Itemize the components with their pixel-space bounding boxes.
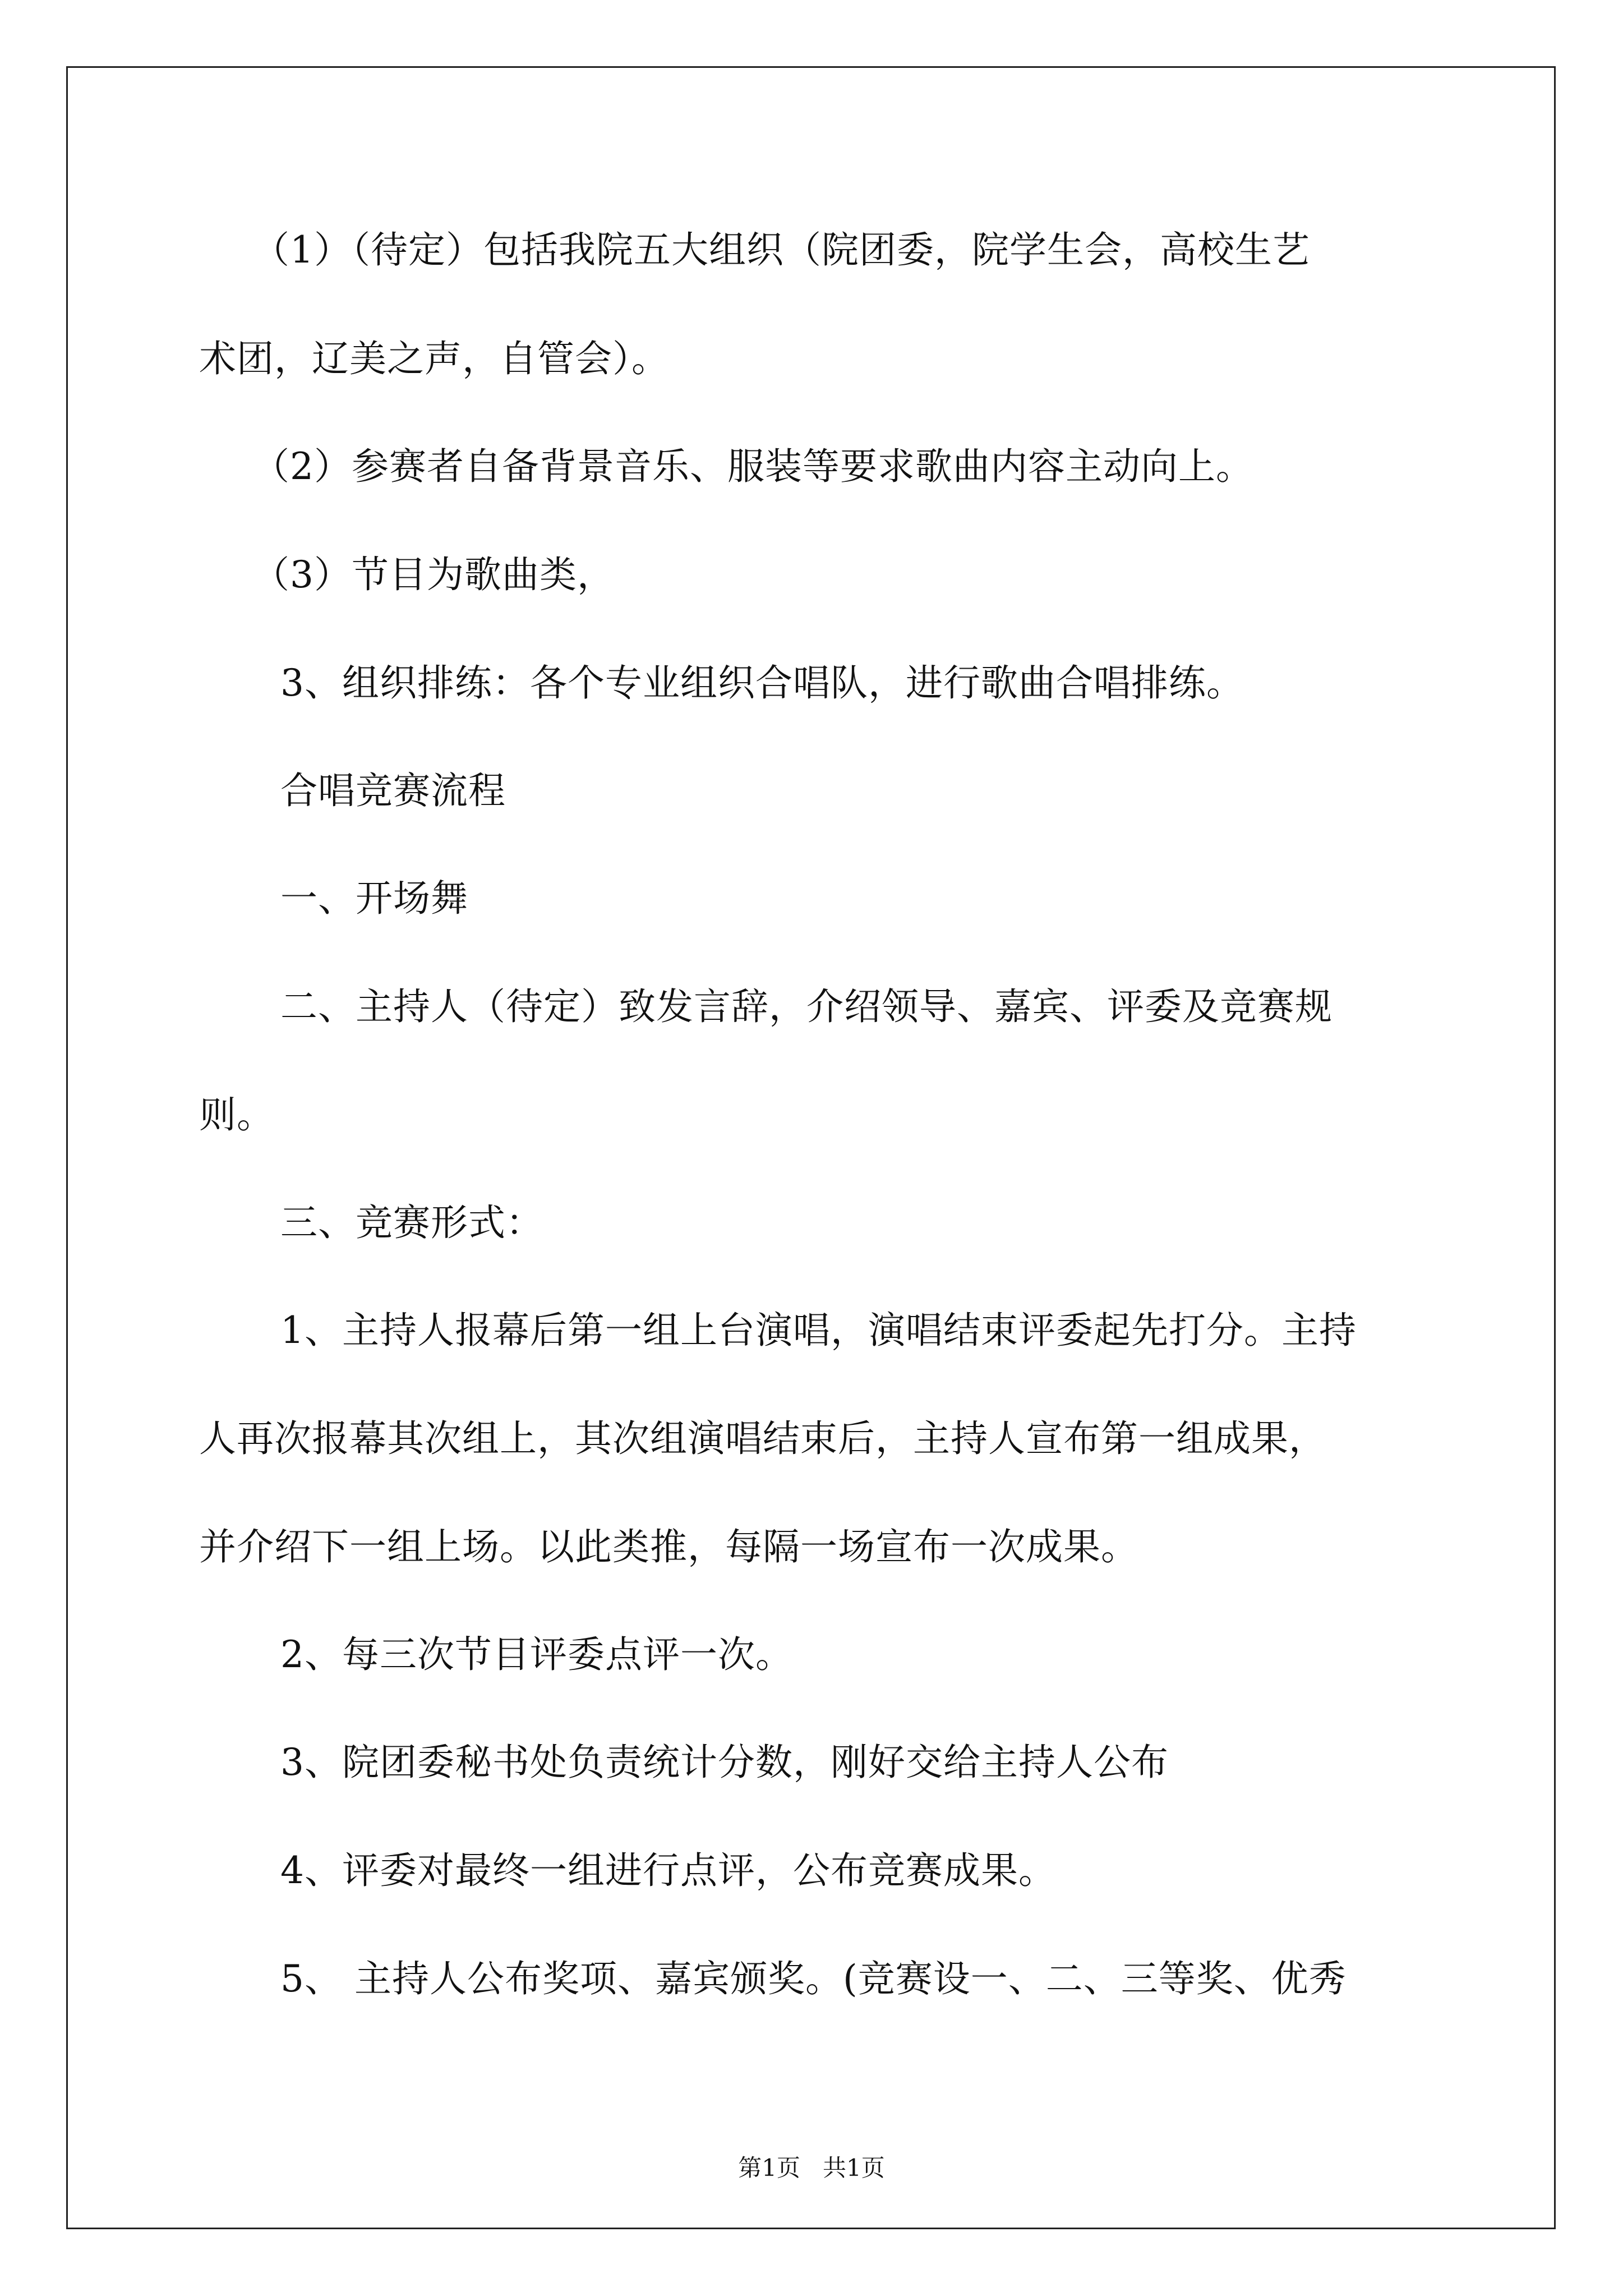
paragraph-line-8: 二、主持人（待定）致发言辞，介绍领导、嘉宾、评委及竞赛规	[280, 985, 1332, 1028]
paragraph-line-2: 术团，辽美之声，自管会）。	[199, 337, 669, 380]
paragraph-line-4: （3）节目为歌曲类，	[252, 553, 615, 596]
paragraph-line-13: 并介绍下一组上场。以此类推，每隔一场宣布一次成果。	[199, 1525, 1138, 1568]
paragraph-line-16: 4、评委对最终一组进行点评，公布竞赛成果。	[280, 1849, 1056, 1892]
paragraph-line-10: 三、竞赛形式：	[280, 1201, 543, 1244]
paragraph-line-15: 3、院团委秘书处负责统计分数，刚好交给主持人公布	[280, 1741, 1169, 1784]
paragraph-line-12: 人再次报幕其次组上，其次组演唱结束后，主持人宣布第一组成果，	[199, 1417, 1326, 1460]
paragraph-line-9: 则。	[199, 1093, 274, 1137]
paragraph-line-3: （2）参赛者自备背景音乐、服装等要求歌曲内容主动向上。	[252, 445, 1253, 488]
paragraph-line-14: 2、每三次节目评委点评一次。	[280, 1633, 793, 1676]
page-number-footer: 第1页 共1页	[738, 2154, 885, 2182]
paragraph-line-1: （1）（待定）包括我院五大组织（院团委，院学生会，高校生艺	[252, 228, 1310, 272]
paragraph-line-11: 1、主持人报幕后第一组上台演唱，演唱结束评委起先打分。主持	[280, 1309, 1357, 1352]
paragraph-line-5: 3、组织排练：各个专业组织合唱队，进行歌曲合唱排练。	[280, 661, 1244, 705]
paragraph-line-17: 5、 主持人公布奖项、嘉宾颁奖。(竞赛设一、二、三等奖、优秀	[280, 1957, 1347, 2000]
page-border	[66, 66, 1556, 2229]
section-heading-process: 合唱竞赛流程	[280, 769, 506, 812]
paragraph-line-7: 一、开场舞	[280, 877, 468, 920]
